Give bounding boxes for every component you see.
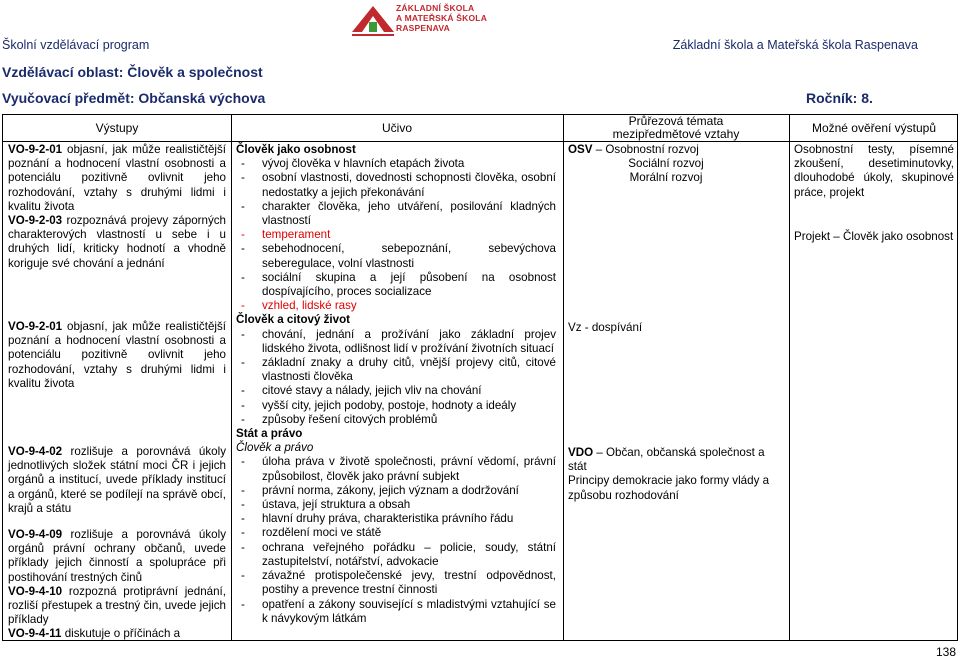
- outcome-text: objasní, jak může realističtější poznání a hodnocení vlastní osobnosti a potenciálu pozitivně ovlivnit jeho rozhodování, vztahy s druhými lidmi i kvalitu života: [8, 143, 226, 213]
- outcome-text: rozpozná protiprávní jednání, rozliší přestupek a trestný čin, uvede jejich příklady: [8, 584, 226, 627]
- outcome-code: VO-9-2-01: [8, 143, 63, 156]
- outcome-item: [8, 445, 226, 516]
- cross-osv-label: OSV: [568, 143, 593, 156]
- cross-osv-line3: Morální rozvoj: [629, 171, 703, 185]
- outcome-text: rozlišuje a porovnává úkoly jednotlivých složek státní moci ČR i jejich orgánů a institucí, uvede příklady institucí a orgánů, které se podílejí na správě obcí, krajů a státu: [8, 445, 226, 515]
- outcomes-column: [8, 445, 226, 642]
- outcome-item: [8, 585, 226, 628]
- header-verification: Možné ověření výstupů: [811, 121, 937, 135]
- logo-line-1: ZÁKLADNÍ ŠKOLA: [396, 3, 475, 13]
- curriculum-item: - závažné protispolečenské jevy, trestní odpovědnost, postihy a prevence trestní činnosti: [241, 569, 556, 597]
- item-text: způsoby řešení citových problémů: [262, 412, 438, 426]
- outcome-text: rozpoznává projevy záporných charakterových vlastností u sebe i u druhých lidí, kriticky hodnotí a vhodně koriguje své chování a jednání: [8, 214, 226, 270]
- curriculum-item: - temperament: [241, 228, 331, 242]
- curriculum-item: - ochrana veřejného pořádku – policie, soudy, státní zastupitelství, notářství, advokacie: [241, 540, 556, 568]
- item-text: ústava, její struktura a obsah: [262, 498, 411, 512]
- verification-column: [794, 143, 954, 244]
- outcome-code: VO-9-2-01: [8, 320, 63, 333]
- school-logo-icon: [350, 2, 396, 38]
- item-text: základní znaky a druhy citů, vnější projevy citů, citové vlastnosti člověka: [262, 356, 556, 384]
- curriculum-column: [236, 143, 556, 626]
- item-text: rozdělení moci ve státě: [262, 526, 382, 540]
- curriculum-item: - sebehodnocení, sebepoznání, sebevýchova seberegulace, volní vlastnosti: [241, 242, 556, 270]
- item-text: sebehodnocení, sebepoznání, sebevýchova seberegulace, volní vlastnosti: [262, 242, 556, 270]
- curriculum-item: - opatření a zákony související s mladistvými vztahující se k návykovým látkám: [241, 597, 556, 625]
- curriculum-item: - úloha práva v životě společnosti, právní vědomí, právní způsobilost, člověk jako právní subjekt: [241, 455, 556, 483]
- cross-osv: [568, 143, 784, 157]
- logo-line-2: A MATEŘSKÁ ŠKOLA: [396, 13, 488, 23]
- outcome-code: VO-9-4-09: [8, 528, 63, 542]
- item-text: úloha práva v životě společnosti, právní vědomí, právní způsobilost, člověk jako právní subjekt: [262, 455, 556, 483]
- logo-line-3: RASPENAVA: [396, 23, 450, 33]
- outcome-item: [8, 214, 226, 271]
- cross-vdo-label: VDO: [568, 446, 594, 459]
- curriculum-item: - rozdělení moci ve státě: [241, 526, 382, 540]
- outcome-code: VO-9-4-11: [8, 627, 62, 641]
- item-text: charakter člověka, jeho utváření, posilování kladných vlastností: [262, 199, 556, 228]
- header-divider: [3, 141, 957, 142]
- curriculum-item: - ústava, její struktura a obsah: [241, 498, 411, 512]
- curriculum-item: - citové stavy a nálady, jejich vliv na chování: [241, 384, 482, 398]
- header-school: Základní škola a Mateřská škola Raspenava: [672, 38, 918, 52]
- outcome-text: rozlišuje a porovnává úkoly orgánů právní ochrany občanů, uvede příklady jejich činností a spolupráce při postihování trestných činů: [8, 528, 226, 584]
- item-text: závažné protispolečenské jevy, trestní odpovědnost, postihy a prevence trestní činnosti: [262, 569, 556, 597]
- grade-label: Ročník: 8.: [806, 90, 873, 106]
- curriculum-item: - sociální skupina a její působení na osobnost dospívajícího, proces socializace: [241, 270, 556, 299]
- item-text: opatření a zákony související s mladistvými vztahující se k návykovým látkám: [262, 597, 556, 625]
- item-text: ochrana veřejného pořádku – policie, soudy, státní zastupitelství, notářství, advokacie: [262, 540, 556, 568]
- cross-vdo: [568, 446, 784, 503]
- area-title: Vzdělávací oblast: Člověk a společnost: [2, 64, 263, 80]
- outcome-item: [8, 528, 226, 585]
- curriculum-item: - chování, jednání a prožívání jako základní projev lidského života, odlišnost lidí v prožívání životních situací: [241, 327, 556, 355]
- item-text: vyšší city, jejich podoby, postoje, hodnoty a ideály: [262, 398, 517, 412]
- outcomes-column: [8, 143, 226, 271]
- section-title: Člověk a citový život: [236, 313, 351, 327]
- verification-project: Projekt – Člověk jako osobnost: [794, 229, 954, 243]
- item-text: osobní vlastnosti, dovednosti schopnosti člověka, osobní nedostatky a jejich překonávání: [262, 171, 556, 199]
- col-divider: [231, 115, 232, 640]
- outcome-code: VO-9-4-02: [8, 445, 63, 458]
- curriculum-item: - vyšší city, jejich podoby, postoje, hodnoty a ideály: [241, 398, 517, 412]
- col-divider: [563, 115, 564, 640]
- curriculum-table: [2, 114, 958, 641]
- curriculum-item: - vzhled, lidské rasy: [241, 299, 357, 313]
- outcome-text: objasní, jak může realističtější poznání a hodnocení vlastní osobnosti a potenciálu pozitivně ovlivnit jeho rozhodování, vztahy s druhými lidmi i kvalitu života: [8, 320, 226, 390]
- section-subtitle: Člověk a právo: [236, 441, 314, 455]
- item-text: vývoj člověka v hlavních etapách života: [262, 157, 465, 171]
- item-text: právní norma, zákony, jejich význam a dodržování: [262, 483, 519, 497]
- col-divider: [789, 115, 790, 640]
- outcome-text: diskutuje o příčinách a: [61, 627, 181, 641]
- outcome-item: [8, 143, 226, 214]
- verification-methods: Osobnostní testy, písemné zkoušení, desetiminutovky, dlouhodobé úkoly, skupinové práce, projekt: [794, 143, 954, 199]
- logo-text: [396, 3, 487, 33]
- header-cross-line2: mezipředmětové vztahy: [612, 127, 740, 141]
- cross-vz: Vz - dospívání: [568, 321, 643, 334]
- item-text: chování, jednání a prožívání jako základní projev lidského života, odlišnost lidí v prožívání životních situací: [262, 327, 556, 355]
- outcome-item: [8, 627, 226, 641]
- item-text: citové stavy a nálady, jejich vliv na chování: [262, 384, 482, 398]
- section-title: Člověk jako osobnost: [236, 143, 356, 156]
- cross-column: [568, 143, 784, 186]
- header-outcomes: Výstupy: [95, 121, 139, 135]
- item-text: temperament: [262, 228, 331, 242]
- header-program: Školní vzdělávací program: [2, 38, 150, 52]
- cross-osv-text: – Osobnostní rozvoj: [592, 143, 699, 156]
- item-text: sociální skupina a její působení na osobnost dospívajícího, proces socializace: [262, 270, 556, 299]
- curriculum-item: - základní znaky a druhy citů, vnější projevy citů, citové vlastnosti člověka: [241, 356, 556, 384]
- page-number: 138: [935, 645, 956, 659]
- header-cross-line1: Průřezová témata: [628, 114, 724, 128]
- cross-osv-line2: Sociální rozvoj: [628, 157, 704, 171]
- curriculum-item: - hlavní druhy práva, charakteristika právního řádu: [241, 512, 514, 526]
- outcome-item: [8, 320, 226, 391]
- curriculum-item: - osobní vlastnosti, dovednosti schopnosti člověka, osobní nedostatky a jejich překonávání: [241, 171, 556, 199]
- item-text: hlavní druhy práva, charakteristika právního řádu: [262, 512, 514, 526]
- outcome-code: VO-9-2-03: [8, 214, 63, 228]
- curriculum-item: - způsoby řešení citových problémů: [241, 412, 438, 426]
- curriculum-item: - vývoj člověka v hlavních etapách života: [241, 157, 465, 171]
- cross-vdo-text: – Občan, občanská společnost a stát: [568, 446, 765, 474]
- outcome-code: VO-9-4-10: [8, 584, 63, 598]
- header-curriculum: Učivo: [381, 121, 412, 135]
- cross-vdo-line2: Principy demokracie jako formy vlády a způsobu rozhodování: [568, 474, 770, 502]
- item-text: vzhled, lidské rasy: [262, 299, 357, 313]
- outcomes-column: [8, 320, 226, 391]
- section-title: Stát a právo: [236, 427, 303, 441]
- subject-title: Vyučovací předmět: Občanská výchova: [2, 90, 266, 106]
- curriculum-item: - charakter člověka, jeho utváření, posilování kladných vlastností: [241, 199, 556, 228]
- header-cross: [563, 115, 789, 141]
- curriculum-item: - právní norma, zákony, jejich význam a dodržování: [241, 483, 519, 497]
